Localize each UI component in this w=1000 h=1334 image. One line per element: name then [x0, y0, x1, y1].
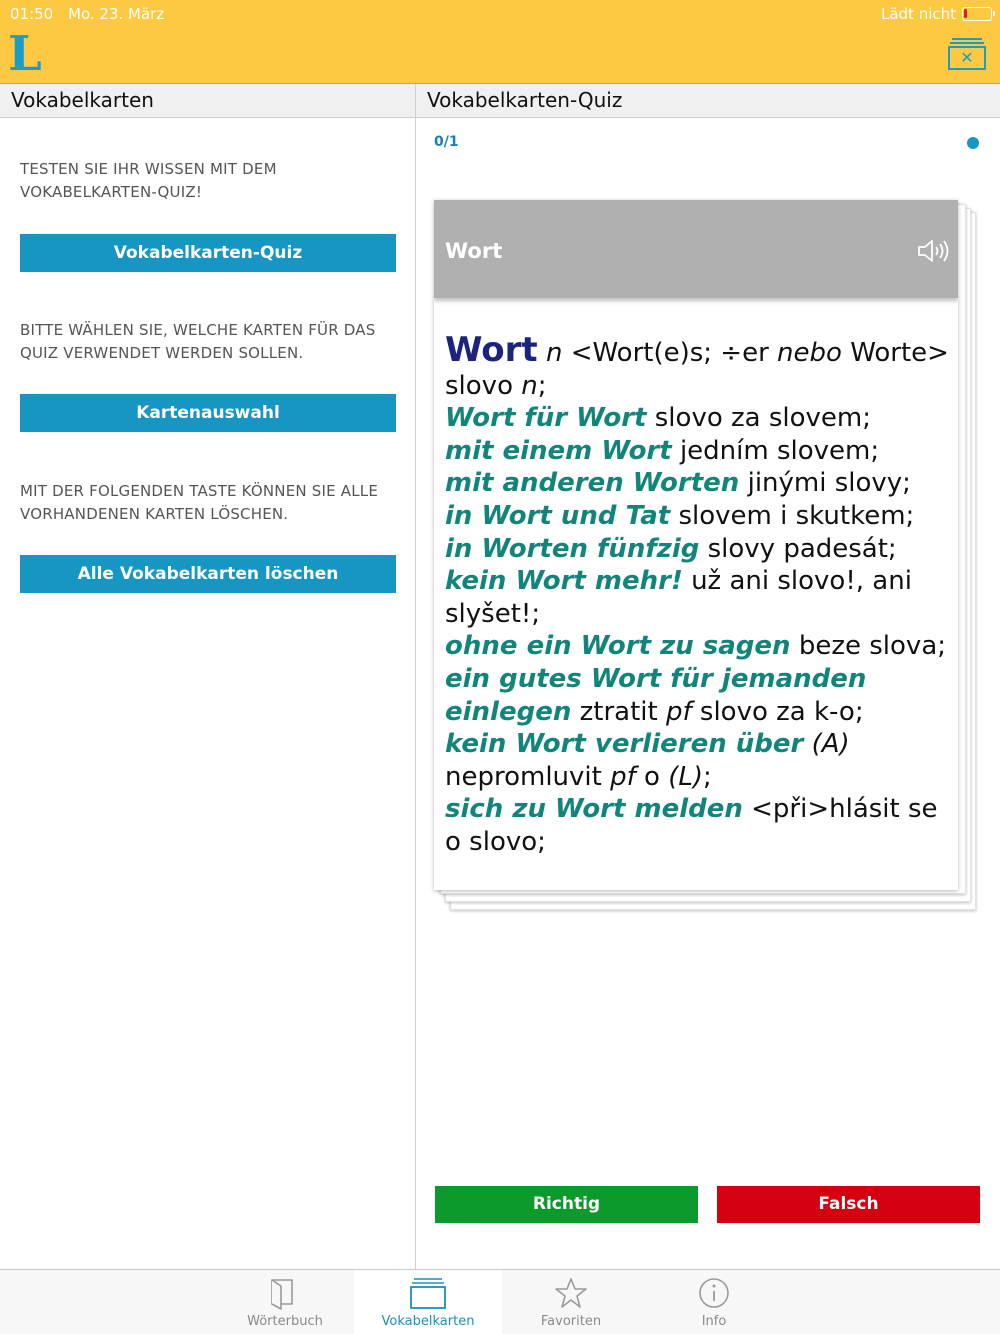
panel-divider — [415, 84, 416, 1269]
headword: Wort — [445, 330, 538, 370]
flash-card[interactable] — [434, 200, 958, 890]
status-time: 01:50 — [10, 5, 54, 23]
separator: ; — [537, 370, 547, 401]
phrase-2: mit einem Wort — [445, 435, 672, 466]
kartenauswahl-button[interactable]: Kartenauswahl — [20, 394, 396, 432]
battery-icon — [962, 7, 992, 21]
phrase-10: sich zu Wort melden — [445, 794, 743, 825]
gender-label: n — [521, 370, 538, 401]
aspect-label-9: pf — [610, 761, 636, 792]
quiz-info-text: TESTEN SIE IHR WISSEN MIT DEM VOKABELKARTEN-QUIZ! — [20, 160, 277, 201]
falsch-button[interactable]: Falsch — [717, 1186, 980, 1223]
conjunction-label: nebo — [777, 338, 842, 368]
delete-info-text: MIT DER FOLGENDEN TASTE KÖNNEN SIE ALLE VORHANDENEN KARTEN LÖSCHEN. — [20, 482, 379, 523]
translation-1: slovo za slovem; — [654, 403, 871, 434]
right-panel-header: Vokabelkarten-Quiz — [416, 84, 1000, 118]
translation-5: slovy padesát; — [707, 533, 897, 564]
left-panel-header: Vokabelkarten — [0, 84, 416, 118]
tab-favoriten[interactable] — [497, 1270, 645, 1334]
book-icon — [267, 1276, 303, 1310]
phrase-6: kein Wort mehr! — [445, 566, 683, 597]
status-date: Mo. 23. März — [68, 5, 165, 23]
translation-2: jedním slovem; — [679, 435, 880, 466]
cards-icon — [410, 1276, 446, 1310]
vokabelkarten-quiz-button[interactable]: Vokabelkarten-Quiz — [20, 234, 396, 272]
quiz-progress-counter: 0/1 — [434, 134, 459, 150]
close-cards-icon[interactable]: ✕ — [948, 38, 986, 70]
translation-10: <při>hlásit se o slovo; — [445, 794, 938, 857]
grammar-label: n — [545, 338, 563, 368]
info-icon — [696, 1276, 732, 1310]
app-logo: L — [8, 26, 42, 82]
speaker-icon[interactable] — [916, 238, 950, 264]
case-label-9b: (L) — [668, 761, 704, 792]
inflection-forms: <Wort(e)s; ÷er — [570, 338, 769, 368]
phrase-7: ohne ein Wort zu sagen — [445, 631, 791, 662]
delete-all-cards-button[interactable]: Alle Vokabelkarten löschen — [20, 555, 396, 593]
tab-label-info: Info — [701, 1314, 727, 1329]
richtig-button[interactable]: Richtig — [435, 1186, 698, 1223]
phrase-3: mit anderen Worten — [445, 468, 740, 499]
aspect-label-8: pf — [665, 696, 692, 727]
translation-7: beze slova; — [798, 631, 947, 662]
translation-9-prep: o — [644, 761, 660, 792]
translation-9: nepromluvit — [445, 761, 602, 792]
charging-status: Lädt nicht — [880, 5, 956, 23]
phrase-4: in Wort und Tat — [445, 500, 671, 531]
separator-9: ; — [703, 761, 712, 792]
card-word: Wort — [445, 239, 503, 263]
top-bar — [0, 0, 1000, 84]
case-label-9a: (A) — [811, 729, 850, 760]
selection-info-text: BITTE WÄHLEN SIE, WELCHE KARTEN FÜR DAS QUIZ VERWENDET WERDEN SOLLEN. — [20, 321, 376, 362]
translation-3: jinými slovy; — [747, 468, 911, 499]
tab-bar — [0, 1269, 1000, 1334]
progress-dot — [967, 137, 979, 149]
card-header — [434, 200, 958, 298]
tab-vokabelkarten[interactable] — [354, 1270, 502, 1334]
phrase-9: kein Wort verlieren über — [445, 729, 804, 760]
inflection-forms-2: Worte> slovo — [445, 338, 949, 401]
translation-6: už ani slovo!, ani slyšet!; — [445, 566, 912, 629]
star-icon — [553, 1276, 589, 1310]
tab-info[interactable] — [640, 1270, 788, 1334]
card-definition — [445, 330, 950, 859]
phrase-8: ein gutes Wort für jemanden einlegen — [445, 663, 867, 727]
phrase-1: Wort für Wort — [445, 403, 647, 434]
tab-label-woerterbuch: Wörterbuch — [247, 1314, 323, 1329]
tab-woerterbuch[interactable] — [211, 1270, 359, 1334]
tab-label-favoriten: Favoriten — [540, 1314, 602, 1329]
tab-label-vokabelkarten: Vokabelkarten — [381, 1314, 475, 1329]
translation-8-rest: slovo za k-o; — [699, 696, 864, 727]
translation-4: slovem i skutkem; — [678, 500, 915, 531]
phrase-5: in Worten fünfzig — [445, 533, 700, 564]
translation-8: ztratit — [579, 696, 658, 727]
